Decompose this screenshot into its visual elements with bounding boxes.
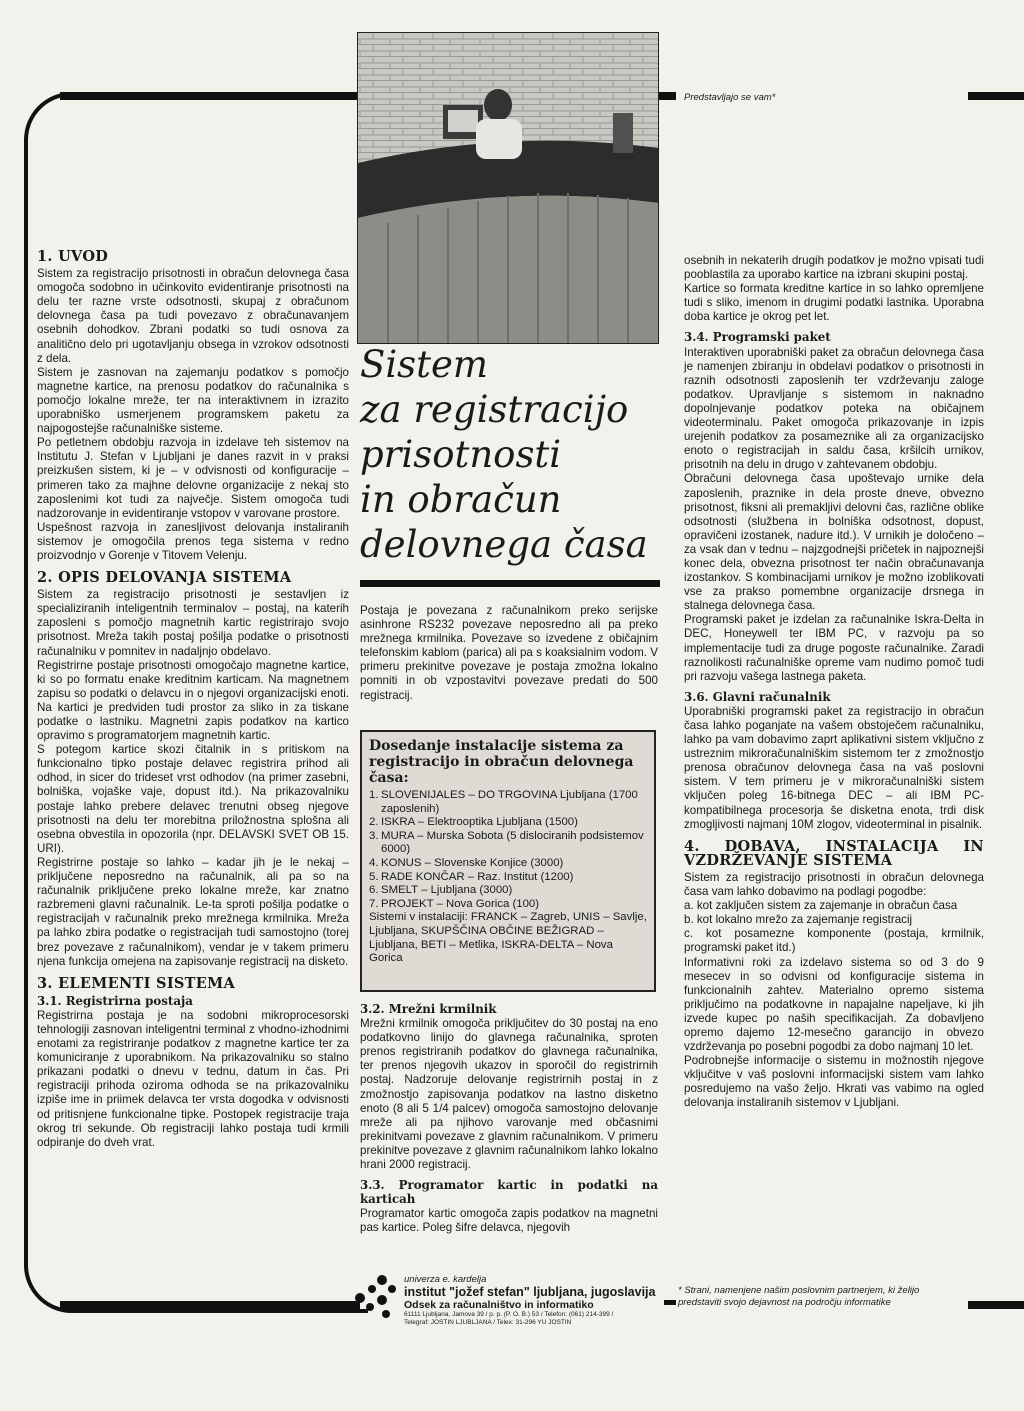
column-2-bottom bbox=[360, 996, 658, 1236]
office-photo bbox=[357, 32, 659, 344]
title-rule bbox=[360, 580, 660, 587]
paragraph: Interaktiven uporabniški paket za obračun delovnega časa je namenjen zbiranju in obdelavi podatkov o prisotnosti in raznih odsotnosti zaposlenih ter vzdrževanju zaloge podatkov. Upravljanje s sistemom in naknadno dopolnjevanje podatkov poteka na običajnem videoterminalu. Paket omogoča prikazovanje in izpis urejenih podatkov za posameznike ali za organizacijsko enoto o registracijah in saldu časa, kršilcih urnikov, prisotnih na delu in drugo v zahtevanem obdobju. bbox=[684, 345, 984, 472]
subsection-heading: 3.1. Registrirna postaja bbox=[37, 993, 193, 1008]
footer-line: 61111 Ljubljana, Jamova 39 / p. p. (P. O. B.) 53 / Telefon: (061) 214-399 / bbox=[404, 1311, 614, 1318]
section-heading: 2. OPIS DELOVANJA SISTEMA bbox=[37, 569, 292, 587]
paragraph: Uporabniški programski paket za registracijo in obračun časa lahko poganjate na vašem obstoječem računalniku, lahko pa vam dobavimo zaprt aplikativni sistem vključno z ustreznim mikroračunalniškim sistemom ter z zmožnostjo prenosa obračunov delovnega časa na vaš poslovni sistem. V tem primeru je v mikroračunalniški sistem vključen poleg 16-bitnega DEC – ali IBM PC-kompatibilnega procesorja še disketna enota, trdi disk zmogljivosti najmanj 10M zlogov, videoterminal in pisalnik. bbox=[684, 704, 984, 831]
paragraph: Programator kartic omogoča zapis podatkov na magnetni pas kartice. Poleg šifre delavca, njegovih bbox=[360, 1207, 658, 1235]
paragraph: Sistem za registracijo prisotnosti je sestavljen iz specializiranih inteligentnih terminalov – postaj, na katerih zaposleni s pomočjo magnetnih kartic registrirajo svojo prisotnost. Mreža takih postaj pošilja podatke o prisotnosti računalniku v pomnitev in nadaljnjo obdelavo. bbox=[37, 588, 349, 658]
paragraph: Informativni roki za izdelavo sistema so od 3 do 9 mesecev in so odvisni od konfiguracije sistema in funkcionalnih zahtev. Materialno opremo sistema priključimo na podatkovne in napajalne napeljave, ki jih izvede kupec po naših specifikacijah. Za dobavljeno opremo dajemo 12-mesečno garancijo in obvezo vzdrževanja po posebni pogodbi za dobo najmanj 10 let. bbox=[684, 955, 984, 1054]
top-rule-mid bbox=[656, 92, 676, 100]
section-heading: 4. DOBAVA, INSTALACIJA IN VZDRŽEVANJE SISTEMA bbox=[684, 837, 984, 869]
subsection-heading: 3.2. Mrežni krmilnik bbox=[360, 1002, 497, 1016]
subsection-heading: 3.6. Glavni računalnik bbox=[684, 689, 831, 704]
footer-line: institut "jožef stefan" ljubljana, jugoslavija bbox=[404, 1285, 656, 1299]
footer-line: Odsek za računalništvo in informatiko bbox=[404, 1299, 594, 1311]
installations-list bbox=[369, 789, 647, 911]
article-title bbox=[360, 342, 660, 567]
column-2-top bbox=[360, 604, 658, 703]
paragraph: Obračuni delovnega časa upoštevajo urnike dela zaposlenih, praznike in dela proste dneve, obvezno prisotnost, fiksni ali premakljivi delovni čas, različne oblike odsotnosti (službena in bolniška odsotnost, dopust, opravičeni izostanek, nadure itd.). V urnikih je določeno – za vsak dan v tednu – najzgodnejši pričetek in najpoznejši konec dela, obvezna prisotnost ter način obračunavanja izostankov. S kombinacijami urnikov je možno izoblikovati vse za prakso pomembne organizacije drsnega in stalnega delovnega časa. bbox=[684, 472, 984, 613]
title-line: za registracijo bbox=[360, 388, 629, 431]
paragraph: Podrobnejše informacije o sistemu in možnostih njegove vključitve v vaš poslovni informacijski sistem vam lahko posredujemo na vašo željo. Hkrati vas vabimo na ogled delovanja instaliranih sistemov v Ljubljani. bbox=[684, 1054, 984, 1110]
section-heading: 1. UVOD bbox=[37, 248, 109, 265]
footnote: * Strani, namenjene našim poslovnim partnerjem, ki želijo predstaviti svojo dejavnost na področju informatike bbox=[678, 1285, 920, 1308]
list-item: 3. MURA – Murska Sobota (5 dislociranih podsistemov 6000) bbox=[369, 829, 644, 856]
column-1 bbox=[37, 250, 349, 1150]
paragraph: Postaja je povezana z računalnikom preko serijske asinhrone RS232 povezave neposredno ali pa preko mrežnega krmilnika. Povezave so izvedene z običajnim telefonskim kablom (parica) ali pa s koaksialnim vodom. V primeru prekinitve povezave je postaja zmožna lokalno pomniti in ob vzpostavitvi povezave predati do 500 registracij. bbox=[360, 604, 658, 702]
top-rule-right bbox=[968, 92, 1024, 100]
paragraph: Uspešnost razvoja in zanesljivost delovanja instaliranih sistemov je omogočila prenos tega sistema v redno proizvodnjo v Gorenje v Titovem Velenju. bbox=[37, 520, 349, 562]
header-tagline: Predstavljajo se vam* bbox=[684, 92, 776, 103]
list-item: b. kot lokalno mrežo za zajemanje registracij bbox=[684, 913, 913, 927]
list-item: a. kot zaključen sistem za zajemanje in obračun časa bbox=[684, 899, 958, 913]
paragraph: Registrirna postaja je na sodobni mikroprocesorski tehnologiji zasnovan inteligentni terminal z vhodno-izhodnimi enotami za registriranje podatkov z magnetne kartice ter za komuniciranje z uporabnikom. Na prikazovalniku so stalno prikazani podatki o dnevu v tednu, datum in čas. Pri registraciji prihoda oziroma odhoda se na prikazovalniku izpiše ime in priimek delavca ter vrsta dogodka v odvisnosti od pritisnjene funkcionalne tipke. Postopek registracije traja okrog tri sekunde. Ob registraciji lahko postaja tudi krmili odpiranje do dveh vrat. bbox=[37, 1008, 349, 1149]
list-item: 6. SMELT – Ljubljana (3000) bbox=[369, 884, 513, 897]
footer-line: Telegraf: JOSTIN LJUBLJANA / Telex: 31-296 YU JOSTIN bbox=[404, 1319, 572, 1326]
title-line: in obračun bbox=[360, 478, 562, 521]
title-line: prisotnosti bbox=[360, 433, 562, 476]
paragraph: Sistem za registracijo prisotnosti in obračun delovnega časa omogoča sodobno in učinkovito evidentiranje prisotnosti na delu ter razne vrste odsotnosti, skupaj z obračunom delovnega časa pa tudi povezavo z obračunavanjem osebnih dohodkov. Zbrani podatki so tudi osnova za analitično delo pri ugotavljanju obsega in vzrokov odsotnosti z dela. bbox=[37, 267, 349, 365]
paragraph: Programski paket je izdelan za računalnike Iskra-Delta in DEC, Honeywell ter IBM PC, v razvoju pa so implementacije tudi za druge pogoste računalnike. Zaradi raznolikosti računalniške opreme vam nudimo pomoč tudi pri razvoju vašega lastnega paketa. bbox=[684, 613, 984, 683]
title-line: delovnega časa bbox=[360, 523, 648, 566]
installations-box bbox=[360, 730, 656, 992]
footer-line: univerza e. kardelja bbox=[404, 1274, 487, 1285]
subsection-heading: 3.3. Programator kartic in podatki na karticah bbox=[360, 1178, 658, 1207]
list-item: 7. PROJEKT – Nova Gorica (100) bbox=[369, 897, 540, 910]
paragraph: S potegom kartice skozi čitalnik in s pritiskom na funkcionalno tipko postaje delavec registrira prihod ali odhod, in sicer do trideset vrst odhodov (na primer zasebni, bolniška, vojaške vaje, dopust itd.). Na prikazovalniku postaje lahko prebere delavec trenutni obseg njegove prisotnosti na delu ter morebitna priložnostna splošna ali osebna obvestila in opozorila (npr. DELAVSKI SVET OB 15. URI). bbox=[37, 743, 349, 855]
bottom-rule-left bbox=[60, 1301, 360, 1309]
list-item: c. kot posamezne komponente (postaja, krmilnik, programski paket itd.) bbox=[684, 927, 984, 955]
box-tail: Sistemi v instalaciji: FRANCK – Zagreb, UNIS – Savlje, Ljubljana, SKUPŠČINA OBČINE BEŽIGRAD – Ljubljana, BETI – Metlika, ISKRA-DELTA – Nova Gorica bbox=[369, 911, 647, 965]
column-3 bbox=[684, 254, 984, 1111]
institute-logo bbox=[352, 1274, 396, 1318]
box-title: Dosedanje instalacije sistema za registracijo in obračun delovnega časa: bbox=[369, 738, 634, 786]
list-item: 5. RADE KONČAR – Raz. Institut (1200) bbox=[369, 870, 574, 883]
title-line: Sistem bbox=[360, 343, 489, 386]
list-item: 1. SLOVENIJALES – DO TRGOVINA Ljubljana (1700 zaposlenih) bbox=[369, 789, 638, 815]
paragraph: Registrirne postaje prisotnosti omogočajo magnetne kartice, ki so po formatu enake kreditnim karticam. Na magnetnem zapisu so podatki o delavcu in o njegovi organizacijski enoti. Na kartici je predviden tudi prostor za sliko in za tiskane podatke o lastniku. Magnetni zapis podatkov na kartico opravimo s programatorjem magnetnih kartic. bbox=[37, 658, 349, 743]
paragraph: Kartice so formata kreditne kartice in so lahko opremljene tudi s sliko, imenom in drugimi podatki lastnika. Uporabna doba kartice je okrog pet let. bbox=[684, 282, 984, 324]
subsection-heading: 3.4. Programski paket bbox=[684, 330, 831, 345]
paragraph: Po petletnem obdobju razvoja in izdelave teh sistemov na Institutu J. Stefan v Ljubljani je danes razvit in v praksi preizkušen sistem, ki je – v odvisnosti od konfiguracije – primeren tako za majhne delovne organizacije z nekaj sto zaposlenimi kot tudi za največje. Sistem omogoča tudi nadzorovanje in evidentiranje vstopov v varovane prostore. bbox=[37, 436, 349, 520]
footer-mark bbox=[664, 1300, 676, 1305]
paragraph: osebnih in nekaterih drugih podatkov je možno vpisati tudi pooblastila za uporabo kartice na izbrani skupini postaj. bbox=[684, 254, 984, 282]
bottom-rule-right bbox=[968, 1301, 1024, 1309]
paragraph: Sistem je zasnovan na zajemanju podatkov s pomočjo magnetne kartice, na prenosu podatkov do računalnika s pomočjo lokalne mreže, ter na interaktivnem in izrazito uporabniško usmerjenem programskem paketu za najpogostejše računalniške sisteme. bbox=[37, 365, 349, 436]
list-item: 4. KONUS – Slovenske Konjice (3000) bbox=[369, 856, 564, 869]
paragraph: Sistem za registracijo prisotnosti in obračun delovnega časa vam lahko dobavimo na podlagi pogodbe: bbox=[684, 870, 984, 899]
list-item: 2. ISKRA – Elektrooptika Ljubljana (1500) bbox=[369, 816, 578, 829]
top-rule-left bbox=[60, 92, 360, 100]
institute-block bbox=[404, 1274, 674, 1327]
section-heading: 3. ELEMENTI SISTEMA bbox=[37, 974, 236, 992]
paragraph: Registrirne postaje so lahko – kadar jih je le nekaj – priključene neposredno na računalnik, ali pa so na računalnik priključene preko lokalne mreže, kar znatno razbremeni glavni računalnik. Le-ta sproti pošilja podatke o registracijah v računalnik preko mrežnega krmilnika. Mreža pa lahko zbira podatke o registracijah tudi samostojno (torej brez povezave z računalnikom), vendar je v takem primeru njena funkcija omejena na zapisovanje registracij na disketo. bbox=[37, 855, 349, 968]
paragraph: Mrežni krmilnik omogoča priključitev do 30 postaj na eno podatkovno linijo do glavnega računalnika, sproten prenos registriranih podatkov do glavnega računalnika, ter prenos njegovih ukazov in sporočil do registrirnih postaj. Nadzoruje delovanje registrirnih postaj in z zmožnostjo zapisovanja podatkov na lastno disketno enoto (8 ali 5 1/4 palcev) omogoča samostojno delovanje mreže ali pa njihovo varovanje med občasnimi prekinitvami povezave z glavnim računalnikom. V primeru prekinitve povezave z glavnim računalnikom lahko lokalno hrani 2000 registracij. bbox=[360, 1017, 658, 1172]
